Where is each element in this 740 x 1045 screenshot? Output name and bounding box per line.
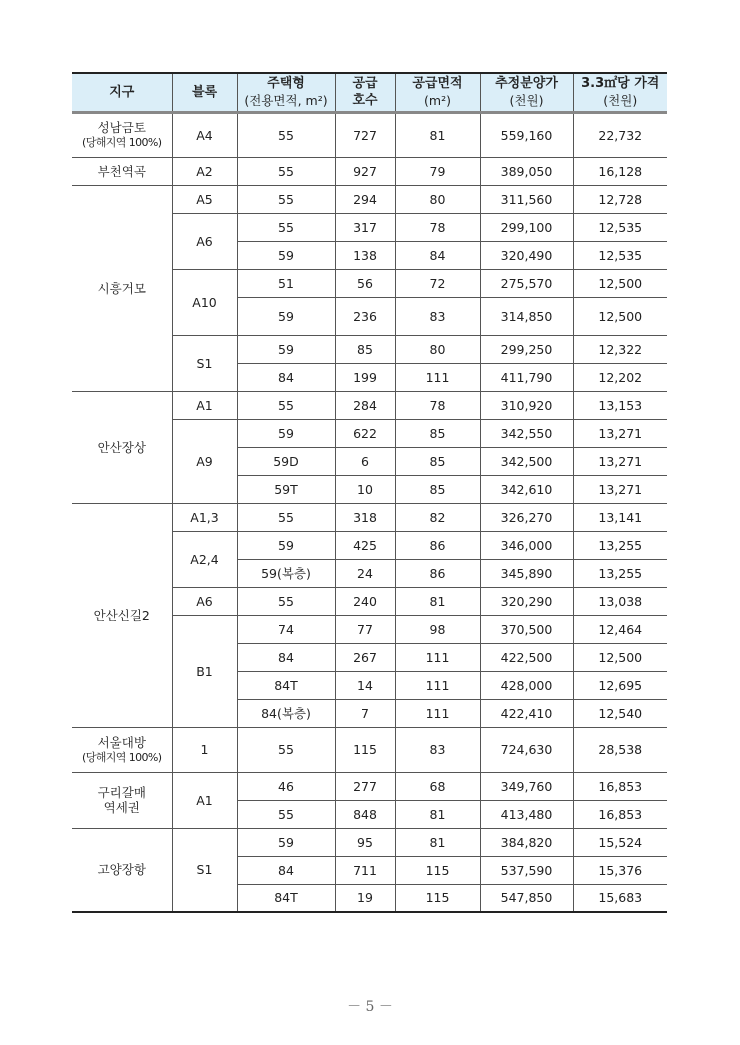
per-pyeong-cell: 15,524 xyxy=(573,828,667,856)
price-cell: 559,160 xyxy=(480,112,573,157)
price-cell: 320,290 xyxy=(480,587,573,615)
type-cell: 59 xyxy=(237,419,335,447)
table-header-row xyxy=(72,73,667,112)
block-cell: 1 xyxy=(172,727,237,772)
type-cell: 84 xyxy=(237,643,335,671)
table-row xyxy=(72,727,667,772)
per-pyeong-cell: 22,732 xyxy=(573,112,667,157)
block-cell: A6 xyxy=(172,587,237,615)
price-cell: 370,500 xyxy=(480,615,573,643)
block-cell: A1 xyxy=(172,391,237,419)
district-cell: 서울대방 (당해지역 100%) xyxy=(72,727,172,772)
per-pyeong-cell: 16,853 xyxy=(573,772,667,800)
area-cell: 83 xyxy=(395,297,480,335)
supply-cell: 77 xyxy=(335,615,395,643)
price-cell: 314,850 xyxy=(480,297,573,335)
area-cell: 81 xyxy=(395,828,480,856)
supply-cell: 711 xyxy=(335,856,395,884)
per-pyeong-cell: 12,728 xyxy=(573,185,667,213)
area-cell: 98 xyxy=(395,615,480,643)
area-cell: 84 xyxy=(395,241,480,269)
type-cell: 59 xyxy=(237,297,335,335)
type-cell: 59 xyxy=(237,531,335,559)
page-number: － 5 － xyxy=(347,999,393,1015)
supply-cell: 267 xyxy=(335,643,395,671)
price-cell: 320,490 xyxy=(480,241,573,269)
area-cell: 115 xyxy=(395,884,480,912)
type-cell: 55 xyxy=(237,800,335,828)
area-cell: 86 xyxy=(395,531,480,559)
type-cell: 46 xyxy=(237,772,335,800)
block-cell: A2,4 xyxy=(172,531,237,587)
area-cell: 111 xyxy=(395,363,480,391)
area-cell: 78 xyxy=(395,391,480,419)
area-cell: 81 xyxy=(395,112,480,157)
supply-cell: 236 xyxy=(335,297,395,335)
supply-cell: 284 xyxy=(335,391,395,419)
table-row xyxy=(72,772,667,800)
supply-cell: 14 xyxy=(335,671,395,699)
table-row xyxy=(72,503,667,531)
area-cell: 80 xyxy=(395,185,480,213)
price-cell: 547,850 xyxy=(480,884,573,912)
supply-cell: 7 xyxy=(335,699,395,727)
type-cell: 84(복층) xyxy=(237,699,335,727)
header-district: 지구 xyxy=(72,73,172,112)
supply-cell: 318 xyxy=(335,503,395,531)
per-pyeong-cell: 12,500 xyxy=(573,297,667,335)
price-cell: 310,920 xyxy=(480,391,573,419)
price-cell: 275,570 xyxy=(480,269,573,297)
district-cell: 구리갈매 역세권 xyxy=(72,772,172,828)
type-cell: 55 xyxy=(237,587,335,615)
area-cell: 85 xyxy=(395,447,480,475)
supply-cell: 425 xyxy=(335,531,395,559)
block-cell: A6 xyxy=(172,213,237,269)
price-cell: 413,480 xyxy=(480,800,573,828)
header-type: 주택형 (전용면적, m²) xyxy=(237,73,335,112)
per-pyeong-cell: 13,255 xyxy=(573,531,667,559)
supply-cell: 240 xyxy=(335,587,395,615)
supply-cell: 622 xyxy=(335,419,395,447)
header-block: 블록 xyxy=(172,73,237,112)
block-cell: A9 xyxy=(172,419,237,503)
supply-cell: 727 xyxy=(335,112,395,157)
per-pyeong-cell: 12,695 xyxy=(573,671,667,699)
per-pyeong-cell: 12,500 xyxy=(573,643,667,671)
price-cell: 422,410 xyxy=(480,699,573,727)
supply-cell: 848 xyxy=(335,800,395,828)
supply-cell: 85 xyxy=(335,335,395,363)
price-cell: 299,250 xyxy=(480,335,573,363)
per-pyeong-cell: 12,202 xyxy=(573,363,667,391)
type-cell: 59(복층) xyxy=(237,559,335,587)
table-row xyxy=(72,185,667,213)
supply-cell: 317 xyxy=(335,213,395,241)
type-cell: 84T xyxy=(237,884,335,912)
area-cell: 81 xyxy=(395,800,480,828)
header-area: 공급면적 (m²) xyxy=(395,73,480,112)
supply-cell: 95 xyxy=(335,828,395,856)
price-cell: 326,270 xyxy=(480,503,573,531)
area-cell: 79 xyxy=(395,157,480,185)
per-pyeong-cell: 12,540 xyxy=(573,699,667,727)
price-cell: 724,630 xyxy=(480,727,573,772)
supply-cell: 294 xyxy=(335,185,395,213)
table-row xyxy=(72,828,667,856)
price-cell: 342,610 xyxy=(480,475,573,503)
per-pyeong-cell: 13,271 xyxy=(573,447,667,475)
type-cell: 55 xyxy=(237,157,335,185)
supply-cell: 199 xyxy=(335,363,395,391)
district-cell: 성남금토 (당해지역 100%) xyxy=(72,112,172,157)
table-row xyxy=(72,391,667,419)
per-pyeong-cell: 16,128 xyxy=(573,157,667,185)
area-cell: 81 xyxy=(395,587,480,615)
per-pyeong-cell: 13,271 xyxy=(573,419,667,447)
area-cell: 115 xyxy=(395,856,480,884)
per-pyeong-cell: 13,271 xyxy=(573,475,667,503)
district-cell: 안산장상 xyxy=(72,391,172,503)
block-cell: A5 xyxy=(172,185,237,213)
per-pyeong-cell: 15,376 xyxy=(573,856,667,884)
area-cell: 86 xyxy=(395,559,480,587)
per-pyeong-cell: 28,538 xyxy=(573,727,667,772)
per-pyeong-cell: 12,535 xyxy=(573,213,667,241)
supply-cell: 24 xyxy=(335,559,395,587)
per-pyeong-cell: 12,500 xyxy=(573,269,667,297)
per-pyeong-cell: 12,464 xyxy=(573,615,667,643)
type-cell: 55 xyxy=(237,727,335,772)
area-cell: 85 xyxy=(395,475,480,503)
block-cell: A1,3 xyxy=(172,503,237,531)
price-cell: 311,560 xyxy=(480,185,573,213)
district-cell: 안산신길2 xyxy=(72,503,172,727)
type-cell: 84T xyxy=(237,671,335,699)
per-pyeong-cell: 13,255 xyxy=(573,559,667,587)
per-pyeong-cell: 13,038 xyxy=(573,587,667,615)
supply-cell: 277 xyxy=(335,772,395,800)
price-cell: 346,000 xyxy=(480,531,573,559)
table-row xyxy=(72,157,667,185)
type-cell: 55 xyxy=(237,391,335,419)
area-cell: 83 xyxy=(395,727,480,772)
price-cell: 384,820 xyxy=(480,828,573,856)
type-cell: 84 xyxy=(237,856,335,884)
district-cell: 시흥거모 xyxy=(72,185,172,391)
type-cell: 59T xyxy=(237,475,335,503)
area-cell: 85 xyxy=(395,419,480,447)
type-cell: 55 xyxy=(237,112,335,157)
per-pyeong-cell: 15,683 xyxy=(573,884,667,912)
per-pyeong-cell: 16,853 xyxy=(573,800,667,828)
type-cell: 84 xyxy=(237,363,335,391)
price-cell: 342,500 xyxy=(480,447,573,475)
supply-cell: 19 xyxy=(335,884,395,912)
header-supply: 공급 호수 xyxy=(335,73,395,112)
district-cell: 고양장항 xyxy=(72,828,172,912)
block-cell: A1 xyxy=(172,772,237,828)
price-cell: 345,890 xyxy=(480,559,573,587)
price-cell: 389,050 xyxy=(480,157,573,185)
area-cell: 111 xyxy=(395,643,480,671)
type-cell: 55 xyxy=(237,503,335,531)
block-cell: A10 xyxy=(172,269,237,335)
price-cell: 342,550 xyxy=(480,419,573,447)
area-cell: 72 xyxy=(395,269,480,297)
type-cell: 59D xyxy=(237,447,335,475)
per-pyeong-cell: 12,322 xyxy=(573,335,667,363)
area-cell: 68 xyxy=(395,772,480,800)
type-cell: 59 xyxy=(237,335,335,363)
price-cell: 299,100 xyxy=(480,213,573,241)
block-cell: A4 xyxy=(172,112,237,157)
per-pyeong-cell: 13,153 xyxy=(573,391,667,419)
type-cell: 51 xyxy=(237,269,335,297)
table-row xyxy=(72,112,667,157)
price-cell: 428,000 xyxy=(480,671,573,699)
block-cell: B1 xyxy=(172,615,237,727)
area-cell: 80 xyxy=(395,335,480,363)
price-cell: 349,760 xyxy=(480,772,573,800)
per-pyeong-cell: 13,141 xyxy=(573,503,667,531)
type-cell: 59 xyxy=(237,828,335,856)
supply-cell: 927 xyxy=(335,157,395,185)
header-price-per-pyeong: 3.3㎡당 가격 (천원) xyxy=(573,73,667,112)
type-cell: 55 xyxy=(237,185,335,213)
housing-supply-table xyxy=(72,72,667,913)
area-cell: 111 xyxy=(395,699,480,727)
area-cell: 82 xyxy=(395,503,480,531)
supply-cell: 6 xyxy=(335,447,395,475)
area-cell: 111 xyxy=(395,671,480,699)
type-cell: 59 xyxy=(237,241,335,269)
header-price: 추정분양가 (천원) xyxy=(480,73,573,112)
block-cell: A2 xyxy=(172,157,237,185)
supply-cell: 115 xyxy=(335,727,395,772)
area-cell: 78 xyxy=(395,213,480,241)
price-cell: 411,790 xyxy=(480,363,573,391)
supply-cell: 138 xyxy=(335,241,395,269)
type-cell: 74 xyxy=(237,615,335,643)
block-cell: S1 xyxy=(172,335,237,391)
supply-cell: 56 xyxy=(335,269,395,297)
price-cell: 537,590 xyxy=(480,856,573,884)
district-cell: 부천역곡 xyxy=(72,157,172,185)
type-cell: 55 xyxy=(237,213,335,241)
price-cell: 422,500 xyxy=(480,643,573,671)
supply-cell: 10 xyxy=(335,475,395,503)
block-cell: S1 xyxy=(172,828,237,912)
per-pyeong-cell: 12,535 xyxy=(573,241,667,269)
